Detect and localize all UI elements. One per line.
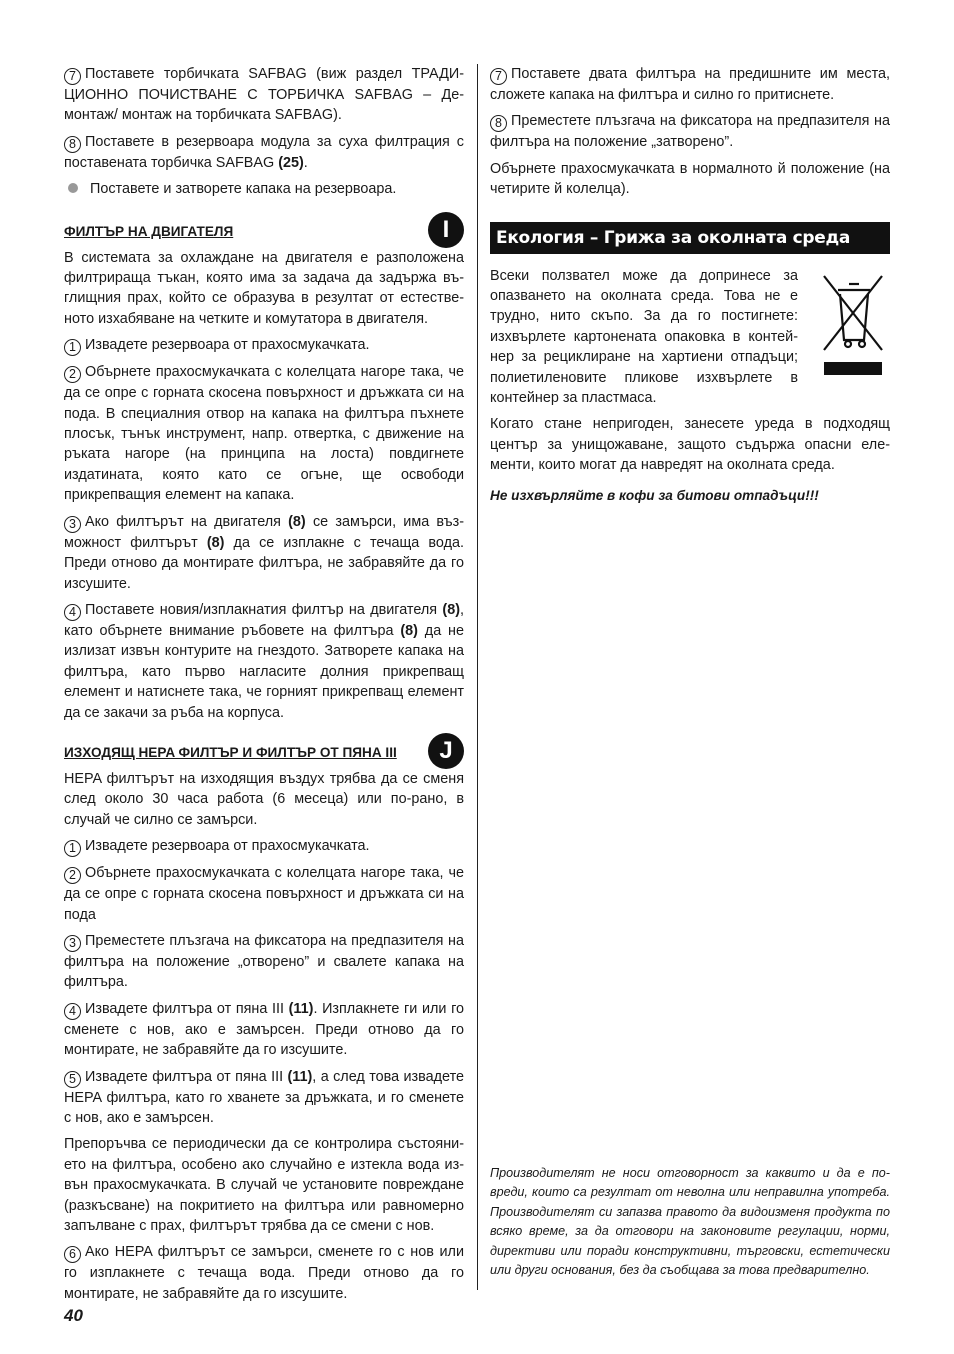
step-number: 7: [64, 68, 81, 85]
step-number: 8: [64, 136, 81, 153]
step-number: 4: [64, 1003, 81, 1020]
hepa-step-7: 7 Поставете двата филтъра на предишните им места, сложете капака на филтъра и силно го притиснете.: [490, 66, 890, 103]
figure-badge-i: I: [428, 212, 464, 248]
step-number: 3: [64, 935, 81, 952]
crossed-bin-icon: [820, 272, 886, 386]
right-column: [490, 64, 890, 512]
column-divider: [477, 64, 478, 1290]
step-number: 4: [64, 604, 81, 621]
step-7-safbag: 7 Поставете торбичката SAFBAG (виж раздел ТРАДИЦИОННО ПОЧИСТВАНЕ С ТОРБИЧКА SAFBAG – Демонтаж/ монтаж на торбичката SAFBAG).: [64, 66, 464, 124]
ecology-text: Всеки ползвател може да допринесе за опазването на околната среда. Това не е трудно, нито скъпо. За да го постигнете: изхвърлете картонената опаковка в контейнер за рециклиране на хартиени отпадъци; полиетиленовите пликове изхвърлете в контейнер за пластмаса.: [490, 267, 798, 407]
motor-step-1: 1 Извадете резервоара от прахосмукачката.: [64, 335, 464, 356]
hepa-step-5: 5 Извадете филтъра от пяна III (11), а след това извадете HEPA филтъра, като го хванете за дръжката, и го сменете с нов, ако е замърсен.: [64, 1068, 464, 1126]
section-title-motor-filter: ФИЛТЪР НА ДВИГАТЕЛЯ I: [64, 220, 464, 244]
step-number: 1: [64, 840, 81, 857]
step-number: 2: [64, 366, 81, 383]
hepa-step-8: 8 Преместете плъзгача на фиксатора на предпазителя на филтъра на положение „затворено”.: [490, 113, 890, 151]
figure-badge-j: J: [428, 733, 464, 769]
hepa-step-1: 1 Извадете резервоара от прахосмукачката.: [64, 836, 464, 857]
step-number: 7: [490, 68, 507, 85]
turn-upright: Обърнете прахосмукачката в нормалното й положение (на четирите й колелца).: [490, 160, 890, 198]
step-number: 6: [64, 1246, 81, 1263]
step-number: 5: [64, 1071, 81, 1088]
motor-step-3: 3 Ако филтърът на двигателя (8) се замърси, има възможност филтърът (8) да се изплакне с течаща вода. Преди отново да монтирате филтъра, не забравяйте да го изсушите.: [64, 513, 464, 592]
section-title-hepa-filter: ИЗХОДЯЩ HEPA ФИЛТЪР И ФИЛТЪР ОТ ПЯНА III J: [64, 741, 464, 765]
motor-step-4: 4 Поставете новия/изплакнатия филтър на двигателя (8), като обърнете внимание ръбовете на филтъра (8) да не излизат извън контурите на гнездото. Затворете капака на филтъра, като първо нагласите долния прикрепващ елемент и натиснете така, че горният прикрепващ елемент да се закачи за ръба на корпуса.: [64, 601, 464, 721]
hepa-step-3: 3 Преместете плъзгача на фиксатора на предпазителя на филтъра на положение „отворено” и свалете капака на филтъра.: [64, 932, 464, 991]
step-number: 2: [64, 867, 81, 884]
bullet-icon: [68, 183, 78, 193]
ecology-banner: Екология – Грижа за околната среда: [490, 222, 890, 254]
page-number: 40: [64, 1306, 83, 1325]
step-number: 3: [64, 516, 81, 533]
ecology-section: [490, 266, 890, 409]
hepa-step-6: 6 Ако HEPA филтърът се замърси, сменете го с нов или го изплакнете с течаща вода. Преди отново да го монтирате, не забравяйте да го изсушите.: [64, 1244, 464, 1302]
ecology-disposal: Когато стане непригоден, занесете уреда в подходящ център за унищожаване, защото съдържа опасни елементи, които могат да навредят на околната среда.: [490, 416, 890, 474]
step-8-dry-filter: 8 Поставете в резервоара модула за суха филтрация с поставената торбичка SAFBAG (25).: [64, 133, 464, 171]
motor-step-2: 2 Обърнете прахосмукачката с колелцата нагоре така, че да се опре с горната скосена повърхност и дръжката си на пода. В специалния отвор на капака на филтъра пъхнете плосък, тънък инструмент, напр. отвертка, с движение на ръката нагоре (на принципа на лоста) повдигнете издатината, която като се огъне, ще освободи прикрепващия елемент на капака.: [64, 364, 464, 504]
ecology-warning: Не изхвърляйте в кофи за битови отпадъци!!!: [490, 487, 819, 503]
step-number: 8: [490, 115, 507, 132]
hepa-note: Препоръчва се периодически да се контролира състоянието на филтъра, особено ако случайно е изтекла вода извън прахосмукачката. В случай че установите повреждане (разкъсване) на покритието на филтъра или равномерно запълване с прах, филтърът трябва да се смени с нов.: [64, 1136, 464, 1235]
step-number: 1: [64, 339, 81, 356]
manufacturer-disclaimer: Производителят не носи отговорност за каквито и да е повреди, които са резултат от неволна или неправилна употреба. Производителят си запазва правото да видоизменя продукта по всяко време, за да отговори на законовите регулации, норми, директиви или поради конструктивни, търговски, естетически или други основания, без да съобщава за това предварително.: [490, 1166, 890, 1278]
bullet-close-lid: Поставете и затворете капака на резервоара.: [64, 179, 464, 199]
hepa-intro: HEPA филтърът на изходящия въздух трябва да се сменя след около 30 часа работа (6 месеца) или по-рано, в случай че силно се замърси.: [64, 770, 464, 828]
motor-filter-intro: В системата за охлаждане на двигателя е разположена филтрираща тъкан, която има за задача да задържа въглищния прах, който се образува в резултат от естественото изхабяване на четките и комутатора в двигателя.: [64, 249, 464, 327]
left-column: [64, 64, 464, 1310]
hepa-step-2: 2 Обърнете прахосмукачката с колелцата нагоре така, че да се опре с горната скосена повърхност и дръжката си на пода: [64, 865, 464, 923]
hepa-step-4: 4 Извадете филтъра от пяна III (11). Изплакнете ги или го сменете с нов, ако е замърсен. Преди отново да го монтирате, не забравяйте да го изсушите.: [64, 1000, 465, 1059]
